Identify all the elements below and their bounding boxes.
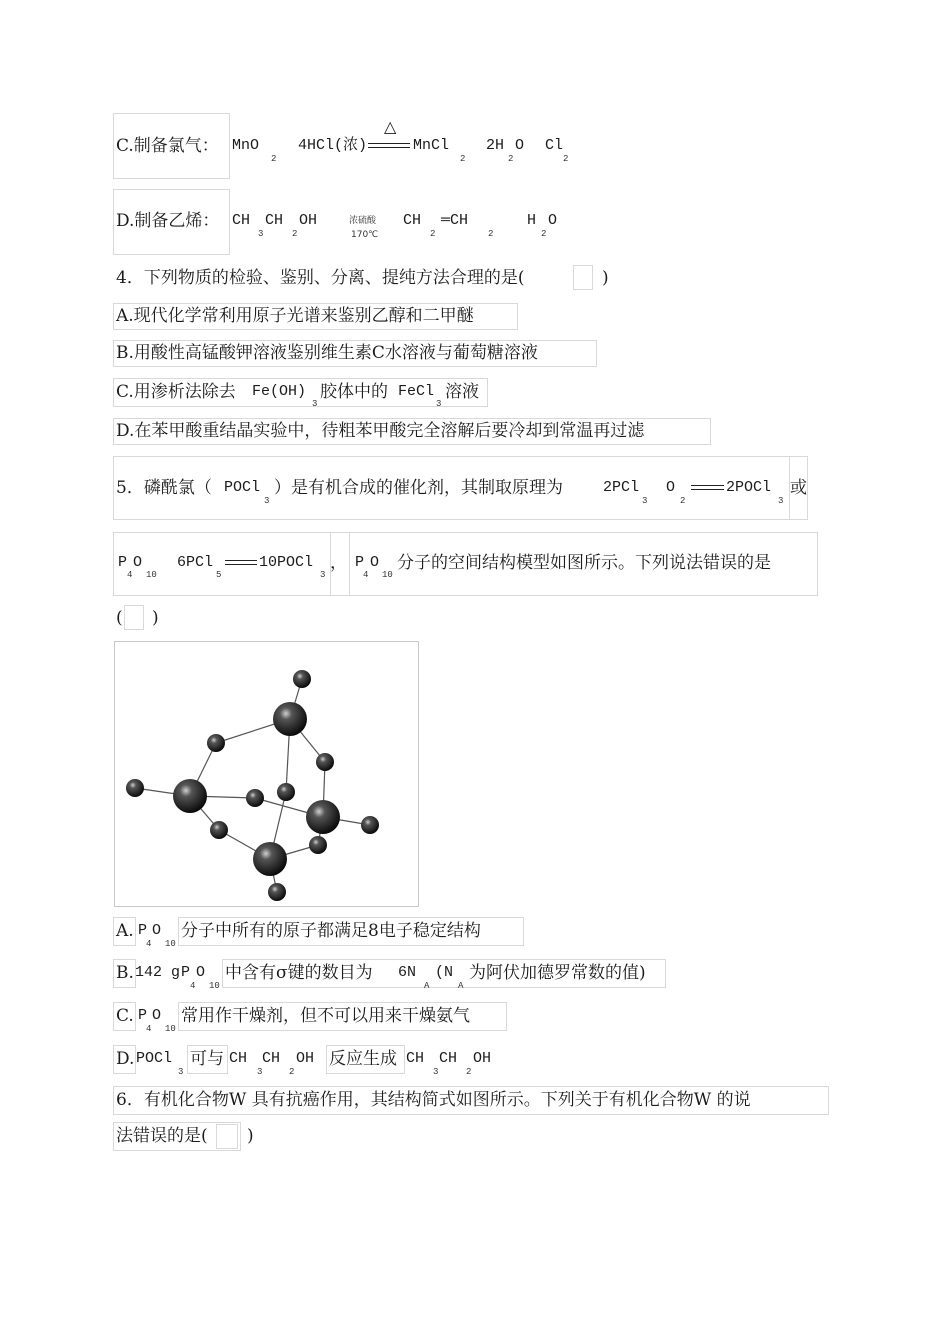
q5-option-b-label: B. bbox=[116, 963, 134, 983]
q3-d-sub: 2 bbox=[541, 229, 547, 239]
q5-b-mass: 142 g bbox=[135, 964, 181, 981]
oxygen-atom bbox=[277, 783, 295, 801]
q4-option-b: B.用酸性高锰酸钾溶液鉴别维生素C水溶液与葡萄糖溶液 bbox=[116, 343, 538, 363]
q4-c-sub: 3 bbox=[436, 399, 442, 409]
q5-mol-p: P bbox=[355, 554, 365, 571]
equals-line bbox=[691, 489, 724, 490]
q3-c-cl: Cl bbox=[545, 137, 564, 154]
q5-sub: 4 bbox=[146, 939, 152, 949]
q5-option-d-react: 反应生成 bbox=[329, 1049, 397, 1069]
q3-c-sub: 2 bbox=[460, 154, 466, 164]
oxygen-atom bbox=[361, 816, 379, 834]
q5-eq2-p: P bbox=[118, 554, 128, 571]
atoms bbox=[126, 670, 379, 901]
q5-sub: 2 bbox=[289, 1067, 295, 1077]
q3-d-ch: CH bbox=[232, 212, 251, 229]
question-5-stem-post: 分子的空间结构模型如图所示。下列说法错误的是 bbox=[397, 553, 771, 573]
q3-d-sub: 2 bbox=[430, 229, 436, 239]
oxygen-atom bbox=[207, 734, 225, 752]
q5-sub: 3 bbox=[642, 496, 648, 506]
q5-eq2-pcl: 6PCl bbox=[177, 554, 214, 571]
q3-d-o: O bbox=[548, 212, 558, 229]
q4-c-fecl: FeCl bbox=[398, 383, 435, 400]
q5-a-o: O bbox=[152, 922, 162, 939]
q5-option-c-label: C. bbox=[116, 1006, 134, 1026]
q5-sub: 3 bbox=[778, 496, 784, 506]
oxygen-atom bbox=[316, 753, 334, 771]
q5-b-6n: 6N bbox=[398, 964, 417, 981]
question-5-stem-pre: 5．磷酰氯（ bbox=[116, 478, 212, 498]
q4-option-c-pre: C.用渗析法除去 bbox=[116, 382, 236, 402]
q5-sub: A bbox=[424, 981, 430, 991]
q5-sub: 3 bbox=[433, 1067, 439, 1077]
equals-line bbox=[368, 147, 410, 148]
equals-line bbox=[691, 485, 724, 486]
equals-line bbox=[225, 560, 257, 561]
reaction-condition-top: 浓硫酸 bbox=[349, 216, 377, 226]
q5-c-p: P bbox=[138, 1007, 148, 1024]
q5-mol-o: O bbox=[370, 554, 380, 571]
q5-sub: 10 bbox=[146, 570, 157, 580]
q3-c-sub: 2 bbox=[508, 154, 514, 164]
question-5-stem-mid: ）是有机合成的催化剂，其制取原理为 bbox=[274, 478, 563, 498]
p4o10-molecule-figure bbox=[114, 641, 419, 907]
q5-d-oh: OH bbox=[473, 1050, 492, 1067]
delta-symbol: △ bbox=[384, 117, 397, 136]
phosphorus-atom bbox=[173, 779, 207, 813]
phosphorus-atom bbox=[273, 702, 307, 736]
bond-lines bbox=[135, 679, 370, 892]
question-4-stem-end: ) bbox=[602, 268, 609, 288]
question-4-stem: 4．下列物质的检验、鉴别、分离、提纯方法合理的是( bbox=[116, 268, 525, 288]
q4-c-feoh: Fe(OH) bbox=[252, 383, 307, 400]
q5-eq2-o: O bbox=[133, 554, 143, 571]
phosphorus-atom bbox=[253, 842, 287, 876]
q3-c-h2o: 2H bbox=[486, 137, 505, 154]
q5-option-a-text: 分子中所有的原子都满足8电子稳定结构 bbox=[181, 921, 481, 941]
q4-option-c-post: 溶液 bbox=[445, 382, 479, 402]
q3-c-mno: MnO bbox=[232, 137, 260, 154]
answer-blank[interactable] bbox=[573, 265, 593, 290]
q3-d-h: H bbox=[527, 212, 537, 229]
q5-sub: 3 bbox=[257, 1067, 263, 1077]
paren-close: ) bbox=[152, 608, 159, 628]
q3-option-c-label: C.制备氯气： bbox=[116, 136, 219, 156]
q5-sub: A bbox=[458, 981, 464, 991]
q5-sub: 4 bbox=[363, 570, 369, 580]
q5-sub: 4 bbox=[190, 981, 196, 991]
molecule-model-image bbox=[115, 642, 418, 906]
q5-d-ch: CH bbox=[406, 1050, 425, 1067]
q5-d-ch: CH bbox=[439, 1050, 458, 1067]
q5-sub: 10 bbox=[165, 939, 176, 949]
oxygen-atom bbox=[293, 670, 311, 688]
q5-option-b-post: 为阿伏加德罗常数的值) bbox=[469, 963, 646, 983]
q5-option-c-text: 常用作干燥剂，但不可以用来干燥氨气 bbox=[181, 1006, 470, 1026]
q5-sub: 4 bbox=[146, 1024, 152, 1034]
q3-d-sub: 2 bbox=[292, 229, 298, 239]
q5-sub: 2 bbox=[466, 1067, 472, 1077]
q5-eq1-pcl: 2PCl bbox=[603, 479, 640, 496]
q5-d-ch: CH bbox=[229, 1050, 248, 1067]
q5-sub: 2 bbox=[680, 496, 686, 506]
q5-sub: 3 bbox=[178, 1067, 184, 1077]
q4-option-d: D.在苯甲酸重结晶实验中，待粗苯甲酸完全溶解后要冷却到常温再过滤 bbox=[116, 421, 645, 441]
q3-c-sub: 2 bbox=[271, 154, 277, 164]
q5-sub: 3 bbox=[320, 570, 326, 580]
q5-eq1-o: O bbox=[666, 479, 676, 496]
q3-d-sub: 2 bbox=[488, 229, 494, 239]
q5-a-p: P bbox=[138, 922, 148, 939]
q5-d-pocl: POCl bbox=[136, 1050, 173, 1067]
q5-b-o: O bbox=[196, 964, 206, 981]
q5-option-b-mid: 中含有σ键的数目为 bbox=[225, 963, 373, 983]
q4-option-c-mid: 胶体中的 bbox=[320, 382, 388, 402]
q3-c-sub: 2 bbox=[563, 154, 569, 164]
q5-c-o: O bbox=[152, 1007, 162, 1024]
phosphorus-atom bbox=[306, 800, 340, 834]
q3-c-mncl: MnCl bbox=[413, 137, 450, 154]
q3-d-ch: ═CH bbox=[441, 212, 469, 229]
q3-d-ch: CH bbox=[403, 212, 422, 229]
oxygen-atom bbox=[210, 821, 228, 839]
q5-sub: 10 bbox=[209, 981, 220, 991]
q5-b-n: (N bbox=[435, 964, 454, 981]
question-6-line-2: 法错误的是( bbox=[116, 1126, 208, 1146]
q3-d-sub: 3 bbox=[258, 229, 264, 239]
q5-pocl: POCl bbox=[224, 479, 261, 496]
q5-sub: 3 bbox=[264, 496, 270, 506]
question-5-or: 或 bbox=[790, 478, 807, 498]
equals-line bbox=[225, 564, 257, 565]
q5-sub: 10 bbox=[382, 570, 393, 580]
answer-blank[interactable] bbox=[124, 605, 144, 630]
q5-sub: 4 bbox=[127, 570, 133, 580]
oxygen-atom bbox=[126, 779, 144, 797]
q5-option-a-label: A. bbox=[116, 921, 134, 941]
q5-eq1-product: 2POCl bbox=[726, 479, 772, 496]
oxygen-atom bbox=[309, 836, 327, 854]
q5-sub: 10 bbox=[165, 1024, 176, 1034]
q5-b-p: P bbox=[181, 964, 191, 981]
q3-option-d-label: D.制备乙烯： bbox=[116, 211, 220, 231]
q5-option-d-label: D. bbox=[116, 1049, 135, 1069]
q5-option-d-with: 可与 bbox=[190, 1049, 224, 1069]
question-6-line-1: 6．有机化合物W 具有抗癌作用，其结构简式如图所示。下列关于有机化合物W 的说 bbox=[116, 1090, 751, 1110]
answer-blank[interactable] bbox=[216, 1124, 238, 1149]
q5-d-oh: OH bbox=[296, 1050, 315, 1067]
q3-d-ch: CH bbox=[265, 212, 284, 229]
q5-d-ch: CH bbox=[262, 1050, 281, 1067]
q5-sub: 5 bbox=[216, 570, 222, 580]
oxygen-atom bbox=[246, 789, 264, 807]
q5-comma: ， bbox=[330, 553, 347, 573]
equals-line bbox=[368, 143, 410, 144]
q3-c-o: O bbox=[515, 137, 525, 154]
question-6-line-2-end: ) bbox=[247, 1126, 254, 1146]
reaction-condition-bottom: 170℃ bbox=[351, 230, 379, 240]
q4-option-a: A.现代化学常利用原子光谱来鉴别乙醇和二甲醚 bbox=[116, 306, 474, 326]
q5-eq2-product: 10POCl bbox=[259, 554, 314, 571]
q3-c-hcl: 4HCl(浓) bbox=[298, 137, 368, 154]
q4-c-sub: 3 bbox=[312, 399, 318, 409]
oxygen-atom bbox=[268, 883, 286, 901]
paren-open: ( bbox=[116, 608, 123, 628]
q3-d-oh: OH bbox=[299, 212, 318, 229]
